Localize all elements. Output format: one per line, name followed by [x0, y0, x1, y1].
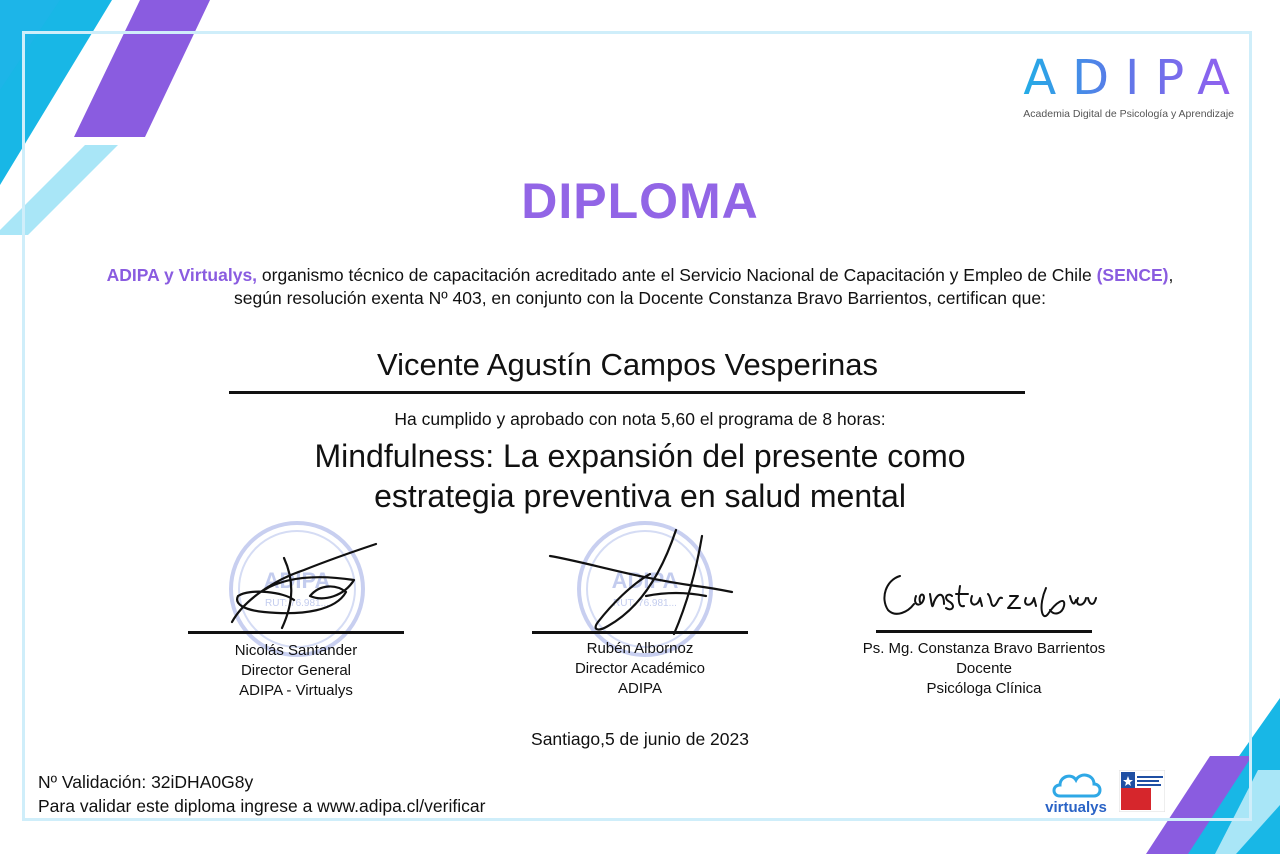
- intro-text-1: organismo técnico de capacitación acreditado ante el Servicio Nacional de Capacitación y Empleo de Chile: [257, 265, 1097, 285]
- signatory-2-role: Director Académico: [574, 660, 706, 677]
- logo-tagline: Academia Digital de Psicología y Aprendizaje: [1023, 108, 1234, 120]
- intro-org: ADIPA y Virtualys,: [106, 265, 258, 285]
- cloud-icon: [1050, 770, 1102, 798]
- signatory-2-org: ADIPA: [618, 680, 662, 697]
- signature-bravo: [878, 566, 1100, 626]
- signatory-1: [176, 641, 416, 701]
- signature-line-1: [188, 631, 404, 634]
- signature-line-2: [532, 631, 748, 634]
- course-title: [250, 436, 1030, 516]
- logo-wordmark: ADIPA: [1004, 54, 1246, 102]
- signature-line-3: [876, 630, 1092, 633]
- signatory-3-org: Psicóloga Clínica: [926, 680, 1042, 697]
- virtualys-logo: [1034, 770, 1118, 816]
- grade-statement: Ha cumplido y aprobado con nota 5,60 el programa de 8 horas:: [394, 409, 886, 429]
- intro-paragraph: [100, 264, 1180, 310]
- signatory-2: [520, 639, 760, 699]
- signatory-1-role: Director General: [240, 662, 352, 679]
- validation-block: [38, 770, 485, 818]
- signature-santander: [224, 540, 384, 632]
- signatory-1-name: Nicolás Santander: [234, 642, 358, 659]
- seal-1-name: ADIPA: [263, 568, 331, 593]
- signatory-2-name: Rubén Albornoz: [586, 640, 694, 657]
- adipa-logo: [1004, 50, 1246, 120]
- intro-text-2: , según resolución exenta Nº 403, en conjunto con la Docente Constanza Bravo Barrientos, certifican que:: [234, 265, 1174, 308]
- recipient-underline: [229, 391, 1025, 394]
- signatory-3-name: Ps. Mg. Constanza Bravo Barrientos: [862, 640, 1106, 657]
- signature-albornoz: [546, 526, 736, 640]
- seal-2-name: ADIPA: [611, 568, 679, 593]
- diploma-title: DIPLOMA: [521, 173, 759, 229]
- signatory-1-org: ADIPA - Virtualys: [239, 682, 353, 699]
- validation-instructions: Para validar este diploma ingrese a www.adipa.cl/verificar: [38, 796, 486, 816]
- validation-code: Nº Validación: 32iDHA0G8y: [38, 772, 254, 792]
- issue-date: Santiago,5 de junio de 2023: [531, 729, 749, 749]
- recipient-name: Vicente Agustín Campos Vesperinas: [377, 347, 878, 382]
- course-title-line-2: estrategia preventiva en salud mental: [374, 478, 906, 514]
- chile-government-logo: [1119, 770, 1165, 812]
- intro-sence: (SENCE): [1096, 265, 1169, 285]
- signatory-3: [834, 639, 1134, 699]
- virtualys-wordmark: virtualys: [1045, 799, 1107, 816]
- seal-1-rut: RUT: 76.981...: [265, 598, 329, 609]
- seal-2-rut: RUT: 76.981...: [613, 598, 677, 609]
- course-title-line-1: Mindfulness: La expansión del presente como: [314, 438, 966, 474]
- signatory-3-role: Docente: [956, 660, 1012, 677]
